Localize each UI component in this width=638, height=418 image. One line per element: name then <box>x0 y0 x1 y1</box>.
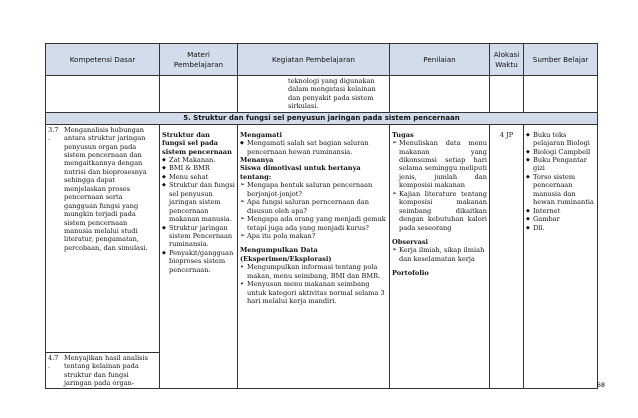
lesson-plan-table <box>45 43 598 389</box>
observasi-title: Observasi <box>392 237 429 246</box>
mengamati-title: Mengamati <box>240 130 282 139</box>
tugas-title: Tugas <box>392 130 414 139</box>
kd-cell <box>46 124 160 389</box>
list-item: ➢ Kerja ilmiah, sikap ilmiah dan keselamatan kerja <box>392 246 487 263</box>
mengamati-list <box>240 139 387 156</box>
menanya-subtitle: Siswa dimotivasi untuk bertanya tentang: <box>240 164 361 181</box>
menanya-title: Menanya <box>240 156 274 165</box>
kegiatan-cell <box>238 124 390 389</box>
list-item: ◆ Menu sehat <box>162 173 235 181</box>
list-item: ➢ Kajian literature tentang komposisi makanan seimbang dikaitkan dengan kebutuhan kalori pada seseorang <box>392 190 487 232</box>
mengumpulkan-title: Mengumpulkan Data (Eksperimen/Eksplorasi) <box>240 246 332 263</box>
list-item: ◆ Mengamati salah sat bagian saluran pencernaan hewan ruminansia. <box>240 139 387 156</box>
list-item: ◆ BMI & BMR <box>162 164 235 172</box>
sumber-list <box>526 131 595 232</box>
alokasi-value: 4 JP <box>499 130 514 139</box>
list-item: • Mengumpulkan informasi tentang pola makan, menu seimbang, BMI dan BMR. <box>240 263 387 280</box>
list-item: ◆ Torso sistem pencernaan manusia dan hewan ruminantia <box>526 173 595 207</box>
list-item: ◆ Internet <box>526 207 595 215</box>
list-item: ◆ Penyakit/gangguan bioproses sistem pencernaan. <box>162 249 235 274</box>
header-sumber: Sumber Belajar <box>524 44 598 76</box>
materi-list <box>162 156 235 274</box>
tugas-list <box>392 139 487 232</box>
list-item: • Menyusun menu makanan seimbang untuk kategori aktivitas normal selama 3 hari melalui kerja mandiri. <box>240 280 387 305</box>
mengumpulkan-list <box>240 263 387 305</box>
header-kompetensi-dasar: Kompetensi Dasar <box>46 44 160 76</box>
materi-cell <box>160 124 238 389</box>
header-penilaian: Penilaian <box>390 44 490 76</box>
kd2-text: Menyajikan hasil analisis tentang kelainan pada struktur dan fungsi jaringan pada organ- <box>64 353 149 388</box>
penilaian-cell <box>390 124 490 389</box>
kd2-number-dot: . <box>48 362 51 371</box>
list-item: ◆ Biologi Campbell <box>526 148 595 156</box>
carryover-text: teknologi yang digunakan dalam mengatasi kelainan dan penyakit pada sistem sirkulasi. <box>238 76 390 113</box>
header-kegiatan: Kegiatan Pembelajaran <box>238 44 390 76</box>
kd1-text: Menganalisis hubungan antara struktur jaringan penyusun organ pada sistem pencernaan dan mengaitkannya dengan nutrisi dan bioprosesnya sehingga dapat menjelaskan proses pencernaan serta gangguan fungsi yang mungkin terjadi pada sistem pencernaan manusia melalui studi literatur, pengamatan, percobaan, dan simulasi. <box>64 125 148 252</box>
list-item: ➢ Apa itu pola makan? <box>240 232 387 240</box>
sumber-cell <box>524 124 598 389</box>
content-row <box>46 124 598 389</box>
list-item: ◆ Buku Pengantar gizi <box>526 156 595 173</box>
kd1-number-dot: . <box>48 134 51 143</box>
list-item: ◆ Struktur dan fungsi sel penyusun jaringan sistem pencernaan makanan manusia. <box>162 181 235 223</box>
header-alokasi: Alokasi Waktu <box>490 44 524 76</box>
list-item: ➢ Menuliskan data menu makanan yang dikonsumsi setiap hari selama seminggu meliputi jenis, jumlah dan komposisi makanan <box>392 139 487 190</box>
kd1-number: 3.7 <box>48 125 59 134</box>
kd2-number: 4.7 <box>48 353 59 362</box>
list-item: ➢ Mengapa ada orang yang menjadi gemuk tetapi juga ada yang menjadi kurus? <box>240 215 387 232</box>
alokasi-cell <box>490 124 524 389</box>
header-row <box>46 44 598 76</box>
observasi-list <box>392 246 487 263</box>
portofolio-title: Portofolio <box>392 269 429 278</box>
page-number: 68 <box>596 381 605 389</box>
list-item: ◆ Buku teks pelajaran Biologi <box>526 131 595 148</box>
section-row <box>46 112 598 124</box>
header-materi: Materi Pembelajaran <box>160 44 238 76</box>
list-item: ◆ Dll. <box>526 224 595 232</box>
list-item: ◆ Zat Makanan. <box>162 156 235 164</box>
carryover-row <box>46 76 598 113</box>
list-item: ◆ Gambar <box>526 215 595 223</box>
list-item: ➢ Mengapa bentuk saluran pencernaan berjonjot-jonjot? <box>240 181 387 198</box>
section-title: 5. Struktur dan fungsi sel penyusun jaringan pada sistem pencernaan <box>46 112 598 124</box>
list-item: ◆ Struktur jaringan sistem Pencernaan ruminansia. <box>162 224 235 249</box>
list-item: ➢ Apa fungsi saluran perncernaan dan disusun oleh apa? <box>240 198 387 215</box>
menanya-list <box>240 181 387 240</box>
materi-title: Struktur dan fungsi sel pada sistem pencernaan <box>162 130 232 156</box>
